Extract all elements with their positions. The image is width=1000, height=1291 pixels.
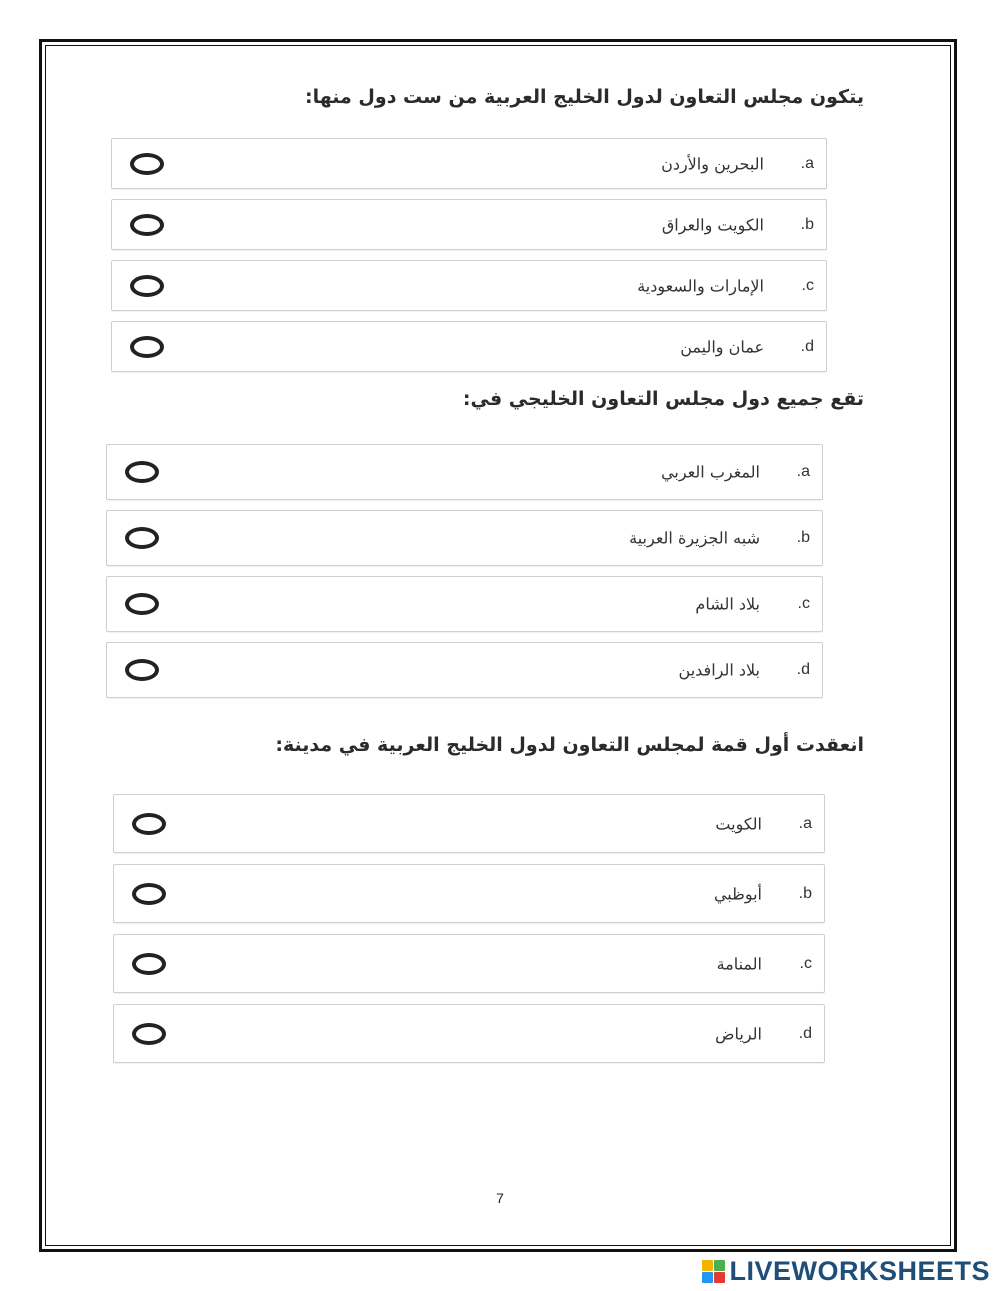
q3-option-d[interactable] [113,1004,825,1063]
option-letter: .c [801,276,814,294]
radio-circle-icon[interactable] [132,1023,166,1045]
option-label: عمان واليمن [680,337,764,356]
liveworksheets-logo-icon [702,1260,725,1283]
option-letter: .c [799,954,812,972]
question-2-text: تقع جميع دول مجلس التعاون الخليجي في: [462,388,864,410]
radio-circle-icon[interactable] [130,275,164,297]
radio-circle-icon[interactable] [125,659,159,681]
option-label: الكويت [715,814,762,833]
option-label: شبه الجزيرة العربية [629,528,760,548]
q1-option-b[interactable] [111,199,827,250]
radio-circle-icon[interactable] [130,336,164,358]
option-letter: .d [796,661,810,678]
option-letter: .a [796,463,810,480]
q1-option-d[interactable] [111,321,827,372]
option-label: أبوظبي [713,884,762,903]
radio-circle-icon[interactable] [132,813,166,835]
logo-square [702,1260,713,1271]
question-3-text: انعقدت أول قمة لمجلس التعاون لدول الخليج العربية في مدينة: [275,734,864,756]
q2-option-d[interactable] [106,642,823,698]
q1-option-c[interactable] [111,260,827,311]
radio-circle-icon[interactable] [125,527,159,549]
option-label: بلاد الشام [695,594,760,614]
radio-circle-icon[interactable] [132,953,166,975]
radio-circle-icon[interactable] [130,214,164,236]
logo-square [714,1272,725,1283]
logo-square [702,1272,713,1283]
q2-option-b[interactable] [106,510,823,566]
radio-circle-icon[interactable] [125,593,159,615]
q3-option-b[interactable] [113,864,825,923]
option-letter: .a [798,814,812,832]
liveworksheets-brand [702,1256,990,1286]
option-letter: .b [798,884,812,902]
option-letter: .c [797,595,810,612]
option-label: البحرين والأردن [661,154,764,173]
option-label: الإمارات والسعودية [637,276,764,295]
brand-wordmark: LIVEWORKSHEETS [729,1256,990,1286]
option-letter: .d [800,337,814,355]
option-letter: .b [800,215,814,233]
option-letter: .b [796,529,810,546]
radio-circle-icon[interactable] [132,883,166,905]
q1-option-a[interactable] [111,138,827,189]
option-label: الرياض [715,1024,762,1043]
option-letter: .a [800,154,814,172]
radio-circle-icon[interactable] [130,153,164,175]
option-label: الكويت والعراق [661,215,764,234]
page-number: 7 [496,1190,504,1206]
radio-circle-icon[interactable] [125,461,159,483]
option-letter: .d [798,1024,812,1042]
option-label: بلاد الرافدين [678,660,760,680]
q2-option-c[interactable] [106,576,823,632]
q3-option-c[interactable] [113,934,825,993]
option-label: المنامة [716,954,762,973]
q2-option-a[interactable] [106,444,823,500]
question-1-text: يتكون مجلس التعاون لدول الخليج العربية من ست دول منها: [304,86,864,108]
option-label: المغرب العربي [661,462,760,482]
q3-option-a[interactable] [113,794,825,853]
logo-square [714,1260,725,1271]
